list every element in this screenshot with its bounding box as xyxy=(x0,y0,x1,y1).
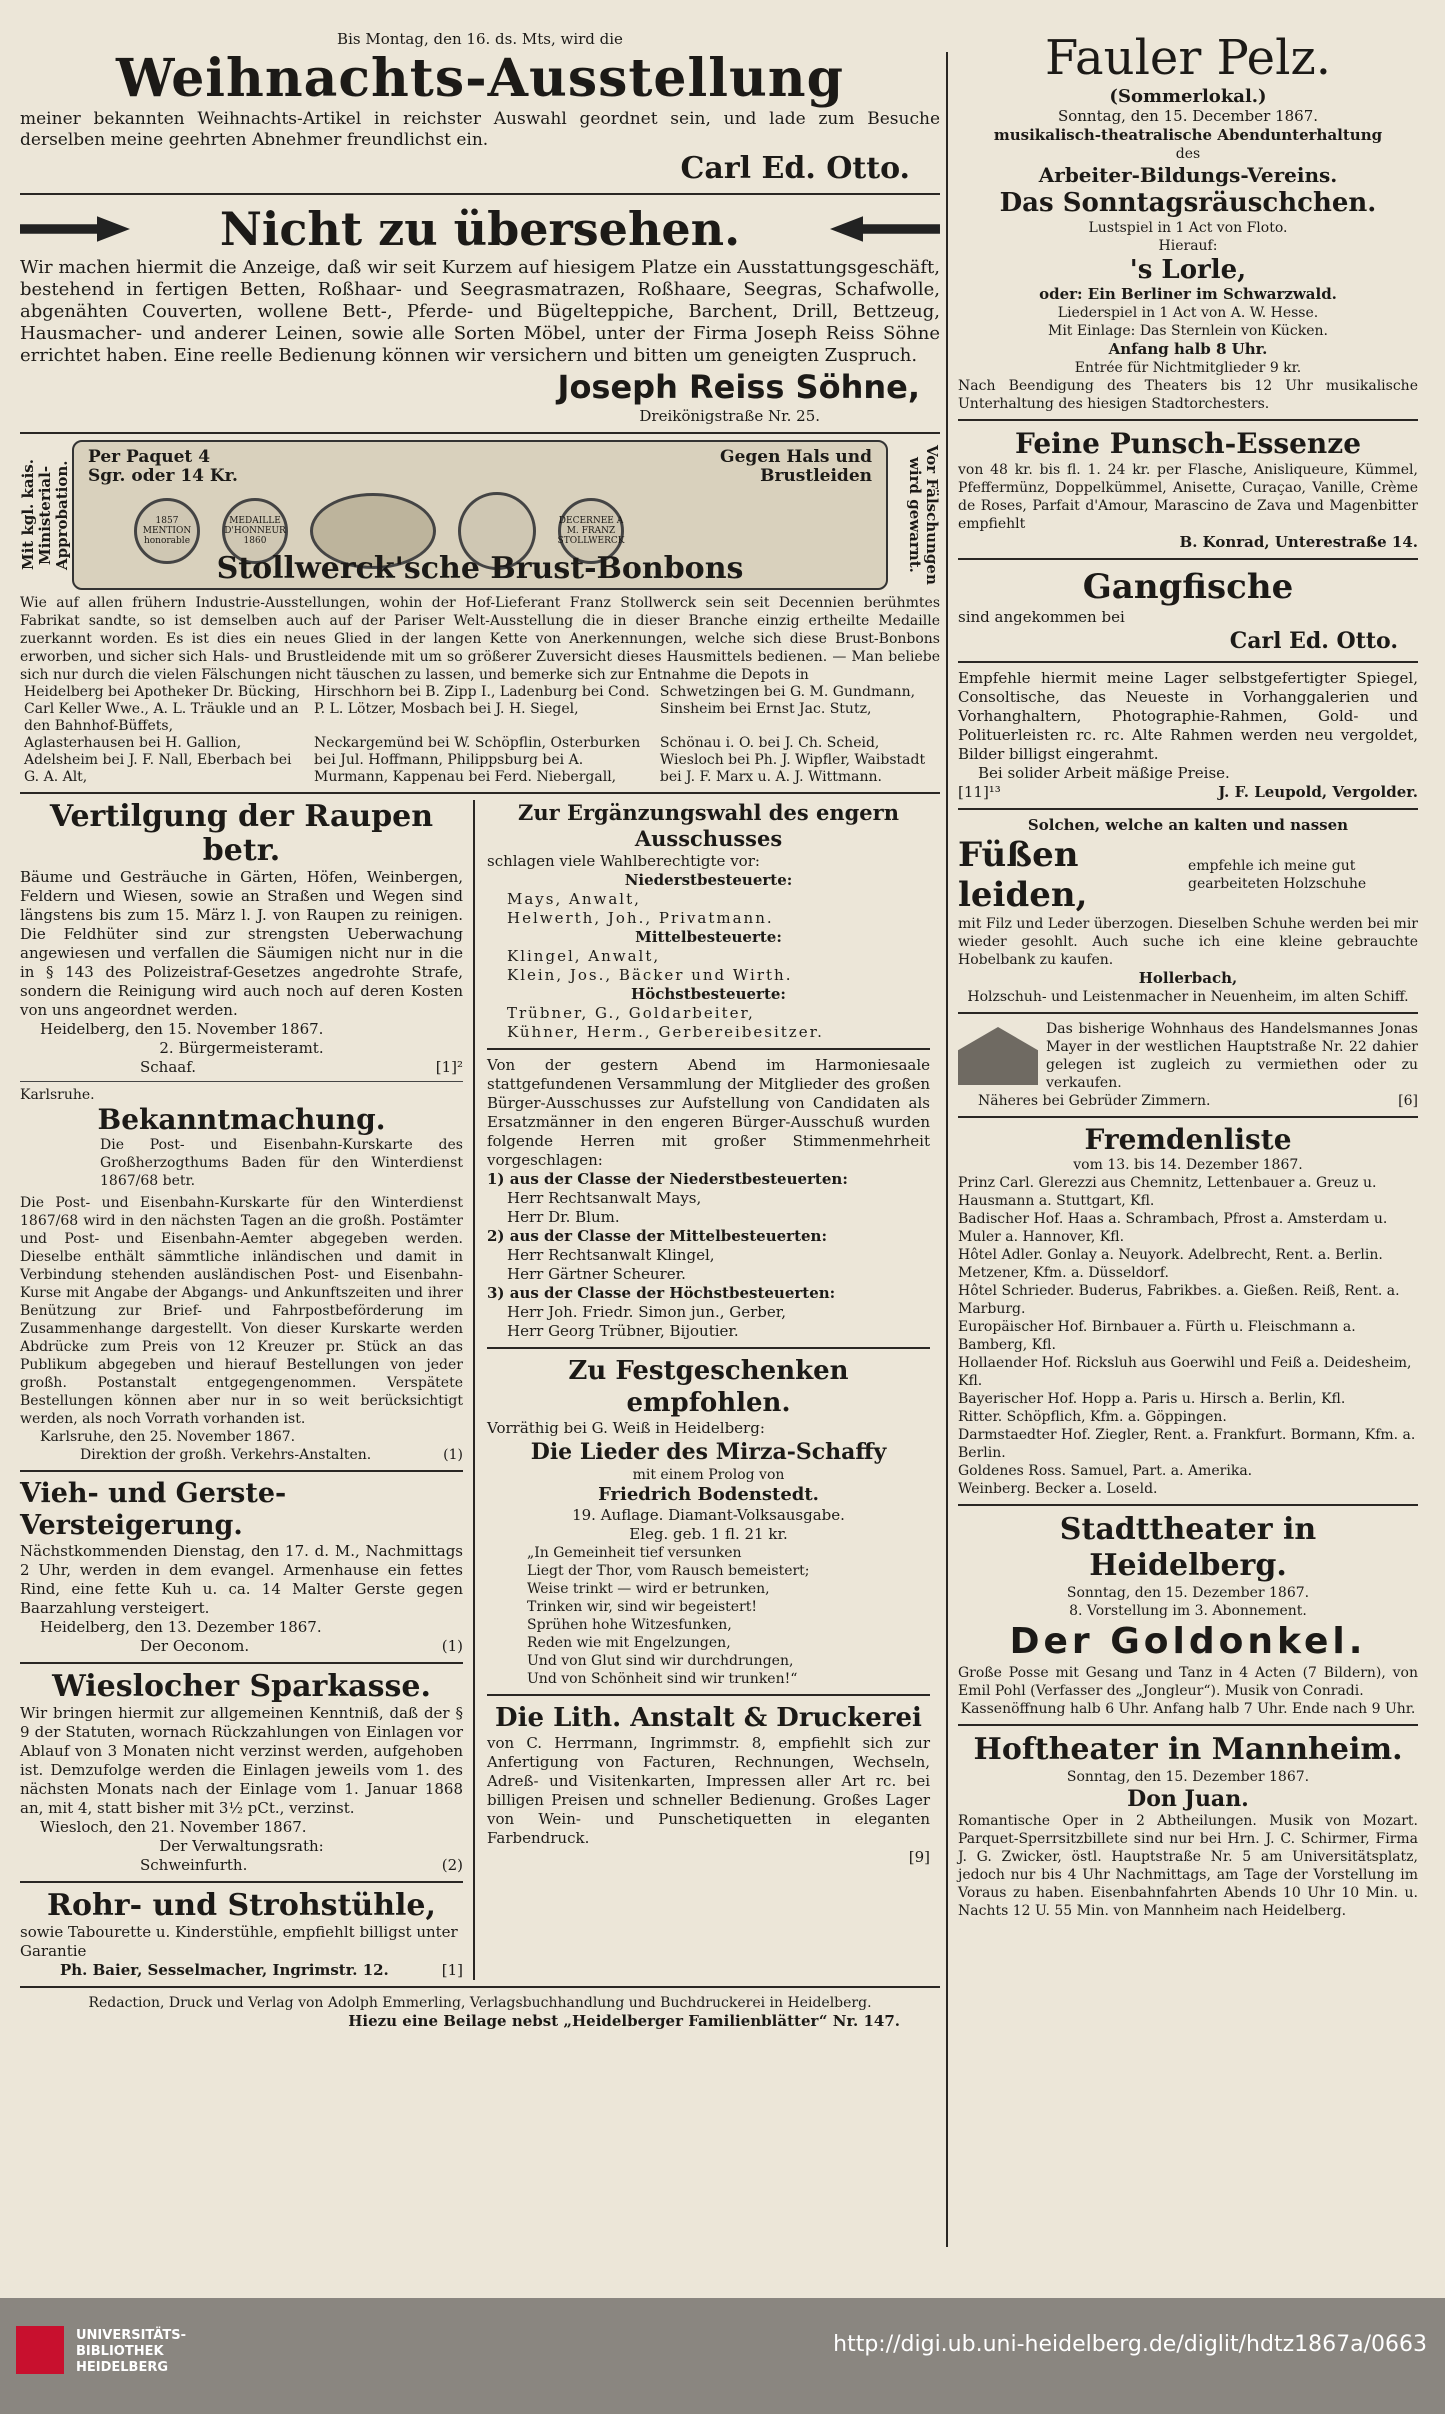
stadt-play: Der Goldonkel. xyxy=(1009,1621,1367,1662)
lith-body: von C. Herrmann, Ingrimmstr. 8, empfiehlt sich zur Anfertigung von Facturen, Rechnungen, Wechseln, Adreß- und Visitenkarten, Impressen aller Art rc. bei billigen Preisen und schneller Bedienung. Großes Lager von Wein- und Punschetiquetten in eleganten Farbendruck. xyxy=(487,1734,930,1847)
stadt-times: Kassenöffnung halb 6 Uhr. Anfang halb 7 Uhr. Ende nach 9 Uhr. xyxy=(960,1701,1416,1717)
haus-ad xyxy=(958,1020,1418,1110)
fauler-play: Das Sonntagsräuschchen. xyxy=(999,188,1377,218)
table-row xyxy=(20,684,940,735)
list-item: Ritter. Schöpflich, Kfm. a. Göppingen. xyxy=(958,1409,1227,1425)
rohr-body: sowie Tabourette u. Kinderstühle, empfiehlt billigst unter Garantie xyxy=(20,1923,458,1960)
spiegel-body: Empfehle hiermit meine Lager selbstgefertigter Spiegel, Consoltische, das Neueste in Vorhanggalerien und Vorhanghaltern, Photographie-Rahmen, Gold- und Polituerleisten rc. rc. Alte Rahmen werden neu vergoldet, Bilder billigst eingerahmt. xyxy=(958,669,1418,763)
pointing-hand-left-icon xyxy=(830,213,940,245)
wahl-group-head: Höchstbesteuerte: xyxy=(631,985,786,1003)
stollwerck-price: Per Paquet 4 Sgr. oder 14 Kr. xyxy=(88,447,238,486)
raupen-date: Heidelberg, den 15. November 1867. xyxy=(40,1020,324,1038)
vieh-body: Nächstkommenden Dienstag, den 17. d. M., Nachmittags 2 Uhr, werden in dem evangel. Armenhause ein fettes Rind, eine fette Kuh u. ca. 14 Malter Gerste gegen Baarzahlung versteigert. xyxy=(20,1542,463,1617)
fauler-des: des xyxy=(1175,146,1201,162)
divider xyxy=(20,1081,463,1082)
divider xyxy=(958,1116,1418,1118)
nicht-title: Nicht zu übersehen. xyxy=(219,202,741,256)
fauler-play-desc: Lustspiel in 1 Act von Floto. xyxy=(1088,220,1288,236)
fuessen-sign2: Holzschuh- und Leistenmacher in Neuenheim, im alten Schiff. xyxy=(967,989,1409,1005)
harmonie-item-head: 1) aus der Classe der Niederstbesteuerten: xyxy=(487,1170,848,1188)
harmonie-name: Herr Rechtsanwalt Mays, xyxy=(507,1189,702,1207)
fremde-date: vom 13. bis 14. Dezember 1867. xyxy=(1073,1157,1303,1173)
hof-play: Don Juan. xyxy=(1127,1786,1249,1812)
stadt-date: Sonntag, den 15. Dezember 1867. xyxy=(1066,1585,1310,1601)
medal3-label: DECERNEE A M. FRANZ STOLLWERCK xyxy=(557,516,625,546)
list-item: Hollaender Hof. Ricksluh aus Goerwihl und Feiß a. Deidesheim, Kfl. xyxy=(958,1355,1412,1389)
divider xyxy=(20,432,940,434)
haus-mark: [6] xyxy=(1398,1093,1418,1109)
stollwerck-right-side: Vor Fälschungen wird gewarnt. xyxy=(906,445,941,585)
fest-poem xyxy=(487,1544,930,1688)
fauler-ad xyxy=(958,30,1418,413)
nicht-addr: Dreikönigstraße Nr. 25. xyxy=(639,407,820,425)
rohr-mark: [1] xyxy=(441,1961,463,1979)
list-item: Prinz Carl. Glerezzi aus Chemnitz, Lettenbauer a. Greuz u. Hausmann a. Stuttgart, Kfl. xyxy=(958,1175,1377,1209)
poem-line: Sprühen hohe Witzesfunken, xyxy=(527,1617,732,1633)
poem-line: Und von Schönheit sind wir trunken!“ xyxy=(527,1671,798,1687)
bekannt-place: Karlsruhe. xyxy=(20,1087,95,1103)
fest-price: Eleg. geb. 1 fl. 21 kr. xyxy=(629,1525,788,1543)
nicht-sign: Joseph Reiss Söhne, xyxy=(557,368,920,406)
hof-date: Sonntag, den 15. Dezember 1867. xyxy=(1066,1769,1310,1785)
fest-author: Friedrich Bodenstedt. xyxy=(598,1484,819,1505)
harmonie-body: Von der gestern Abend im Harmoniesaale stattgefundenen Versammlung der Mitglieder des großen Bürger-Ausschusses zur Aufstellung von Candidaten als Ersatzmänner in den engeren Bürger-Ausschuß wurden folgende Herren mit großer Stimmenmehrheit vorgeschlagen: xyxy=(487,1056,930,1169)
fest-lead: Vorräthig bei G. Weiß in Heidelberg: xyxy=(487,1419,765,1437)
wahl-ad xyxy=(487,800,930,1042)
divider xyxy=(958,558,1418,560)
table-row xyxy=(20,735,940,786)
divider xyxy=(20,1881,463,1883)
fest-book: Die Lieder des Mirza-Schaffy xyxy=(530,1439,887,1465)
sparkasse-office: Der Verwaltungsrath: xyxy=(159,1837,324,1855)
bekannt-mark: (1) xyxy=(443,1447,463,1463)
gang-title: Gangfische xyxy=(1082,567,1294,607)
wahl-title: Zur Ergänzungswahl des engern Ausschusses xyxy=(518,800,899,851)
bekannt-body: Die Post- und Eisenbahn-Kurskarte für den Winterdienst 1867/68 wird in den nächsten Tagen an die großh. Postämter und Post- und Eisenbahn-Aemter abgegeben werden. Dieselbe enthält sämmtliche inländischen und damit in Verbindung stehenden ausländischen Post- und Eisenbahn-Kurse mit Angabe der Abgangs- und Ankunftszeiten und ihrer Benützung zur Brief- und Fahrpostbeförderung im Zusammenhange dargestellt. Von dieser Kurskarte werden Abdrücke zum Preis von 12 Kreuzer pr. Stück an das Publikum abgegeben und hierauf Bestellungen von jeder großh. Postanstalt entgegengenommen. Verspätete Bestellungen können aber nur in so weit berücksichtigt werden, als noch Vorrath vorhanden ist. xyxy=(20,1195,463,1427)
sparkasse-sign: Schweinfurth. xyxy=(140,1856,248,1874)
fauler-title: Fauler Pelz. xyxy=(1045,30,1331,86)
raupen-sign: Schaaf. xyxy=(140,1058,197,1076)
fauler-insert: Mit Einlage: Das Sternlein von Kücken. xyxy=(1047,323,1328,339)
lith-title: Die Lith. Anstalt & Druckerei xyxy=(495,1703,922,1733)
poem-line: „In Gemeinheit tief versunken xyxy=(527,1545,742,1561)
punsch-sign: B. Konrad, Unterestraße 14. xyxy=(1179,533,1418,551)
fuessen-ad xyxy=(958,816,1418,1006)
wahl-name: Mays, Anwalt, xyxy=(507,890,641,908)
harmonie-name: Herr Rechtsanwalt Klingel, xyxy=(507,1246,715,1264)
fest-title: Zu Festgeschenken empfohlen. xyxy=(568,1356,849,1418)
divider xyxy=(20,792,940,794)
weihnachts-sign: Carl Ed. Otto. xyxy=(680,151,910,186)
spiegel-mark: [11]¹³ xyxy=(958,783,1001,801)
divider xyxy=(958,1724,1418,1726)
gang-ad xyxy=(958,566,1418,655)
sub-column-a xyxy=(20,800,475,1980)
divider xyxy=(20,1662,463,1664)
lith-mark: [9] xyxy=(908,1848,930,1866)
fremde-list xyxy=(958,1124,1418,1498)
spiegel-line: Bei solider Arbeit mäßige Preise. xyxy=(978,764,1230,782)
fauler-play2-desc: Liederspiel in 1 Act von A. W. Hesse. xyxy=(1057,305,1319,321)
fauler-sub: (Sommerlokal.) xyxy=(1109,86,1267,107)
list-item: Badischer Hof. Haas a. Schrambach, Pfrost a. Amsterdam u. Muler a. Hannover, Kfl. xyxy=(958,1211,1388,1245)
stollwerck-use: Gegen Hals und Brustleiden xyxy=(720,447,872,486)
lith-ad xyxy=(487,1702,930,1867)
fauler-entry: Entrée für Nichtmitglieder 9 kr. xyxy=(1074,360,1302,376)
wahl-group xyxy=(487,871,930,928)
library-logo-text xyxy=(76,2328,186,2376)
divider xyxy=(487,1694,930,1696)
sub-column-b xyxy=(475,800,930,1980)
fauler-date: Sonntag, den 15. December 1867. xyxy=(1057,107,1319,125)
logo-line: HEIDELBERG xyxy=(76,2360,169,2375)
raupen-office: 2. Bürgermeisteramt. xyxy=(159,1039,324,1057)
wahl-name: Klein, Jos., Bäcker und Wirth. xyxy=(507,966,793,984)
divider xyxy=(958,808,1418,810)
fauler-club: Arbeiter-Bildungs-Vereins. xyxy=(1038,163,1338,187)
medal2-label: 1857 MENTION honorable xyxy=(142,516,192,546)
list-item: Darmstaedter Hof. Ziegler, Rent. a. Frankfurt. Bormann, Kfm. a. Berlin. xyxy=(958,1427,1416,1461)
haus-info: Näheres bei Gebrüder Zimmern. xyxy=(978,1093,1211,1109)
bekannt-lead: Die Post- und Eisenbahn-Kurskarte des Großherzogthums Baden für den Winterdienst 1867/68 betr. xyxy=(100,1137,463,1189)
raupen-title: Vertilgung der Raupen betr. xyxy=(49,799,434,868)
house-icon xyxy=(958,1027,1038,1085)
weihnachts-body: meiner bekannten Weihnachts-Artikel in reichster Auswahl geordnet sein, und lade zum Besuche derselben meine geehrten Abnehmer freundlichst ein. xyxy=(20,109,940,150)
stadt-body: Große Posse mit Gesang und Tanz in 4 Acten (7 Bildern), von Emil Pohl (Verfasser des „Jongleur“). Musik von Conradi. xyxy=(958,1665,1418,1699)
pointing-hand-icon xyxy=(20,213,130,245)
fauler-evt: musikalisch-theatralische Abendunterhaltung xyxy=(993,126,1383,144)
wahl-name: Kühner, Herm., Gerbereibesitzer. xyxy=(507,1023,824,1041)
harmonie-item-head: 3) aus der Classe der Höchstbesteuerten: xyxy=(487,1284,836,1302)
library-logo-icon xyxy=(16,2326,64,2374)
fremde-title: Fremdenliste xyxy=(1084,1123,1292,1156)
wahl-lead: schlagen viele Wahlberechtigte vor: xyxy=(487,852,760,870)
fauler-after: Nach Beendigung des Theaters bis 12 Uhr musikalische Unterhaltung des hiesigen Stadtorchesters. xyxy=(958,378,1418,412)
vieh-title: Vieh- und Gerste-Versteigerung. xyxy=(20,1478,287,1541)
wahl-group xyxy=(487,985,930,1042)
haus-body: Das bisherige Wohnhaus des Handelsmannes Jonas Mayer in der westlichen Hauptstraße Nr. 22 dahier gelegen ist zugleich zu vermiethen oder zu verkaufen. xyxy=(1046,1021,1418,1091)
divider xyxy=(958,661,1418,663)
divider xyxy=(958,1012,1418,1014)
wahl-name: Helwerth, Joh., Privatmann. xyxy=(507,909,774,927)
divider xyxy=(958,1504,1418,1506)
nicht-body: Wir machen hiermit die Anzeige, daß wir seit Kurzem auf hiesigem Platze ein Ausstattungsgeschäft, bestehend in fertigen Betten, Roßhaar- und Seegrasmatrazen, Roßhaare, Seegras, Schafwolle, abgenähten Couverten, wollene Bett-, Pferde- und Bügelteppiche, Barchent, Drill, Bettzeug, Hausmacher- und anderer Leinen, sowie alle Sorten Möbel, unter der Firma Joseph Reiss Söhne errichtet haben. Eine reelle Bedienung können wir versichern und bitten um geneigten Zuspruch. xyxy=(20,257,940,366)
list-item: Bayerischer Hof. Hopp a. Paris u. Hirsch a. Berlin, Kfl. xyxy=(958,1391,1346,1407)
gang-sign: Carl Ed. Otto. xyxy=(1229,628,1398,654)
list-item: Hôtel Adler. Gonlay a. Neuyork. Adelbrecht, Rent. a. Berlin. Metzener, Kfm. a. Düsseldorf. xyxy=(958,1247,1383,1281)
sparkasse-mark: (2) xyxy=(441,1856,463,1874)
list-item: Weinberg. Becker a. Loseld. xyxy=(958,1481,1158,1497)
medal1-label: MEDAILLE D'HONNEUR 1860 xyxy=(224,516,286,546)
raupen-mark: [1]² xyxy=(435,1058,463,1076)
punsch-body: von 48 kr. bis fl. 1. 24 kr. per Flasche, Anisliqueure, Kümmel, Pfeffermünz, Doppelkümmel, Anisette, Curaçao, Vanille, Crème de Roses, Parfait d'Amour, Marascino de Zava und Magenbitter empfiehlt xyxy=(958,462,1418,532)
divider xyxy=(20,1986,940,1988)
stollwerck-body: Wie auf allen frühern Industrie-Ausstellungen, wohin der Hof-Lieferant Franz Stollwerck sein seit Decennien berühmtes Fabrikat sandte, so ist demselben auch auf der Pariser Welt-Ausstellung die in dieser Branche einzig ertheilte Medaille zuerkannt worden. Es ist dies ein neues Glied in der langen Kette von Anerkennungen, welche sich diese Brust-Bonbons erworben, und sicher sich Hals- und Brustleidende mit um so größerer Zuversicht dieses Hausmittels bedienen. — Man beliebe sich nur durch die vielen Fälschungen nicht täuschen zu lassen, und bemerke sich zur Entnahme die Depots in xyxy=(20,595,940,683)
divider xyxy=(487,1347,930,1349)
wahl-group-head: Niederstbesteuerte: xyxy=(624,871,793,889)
harmonie-item-head: 2) aus der Classe der Mittelbesteuerten: xyxy=(487,1227,827,1245)
right-column xyxy=(958,30,1418,1920)
bekannt-date: Karlsruhe, den 25. November 1867. xyxy=(40,1429,296,1445)
raupen-body: Bäume und Gesträuche in Gärten, Höfen, Weinbergen, Feldern und Wiesen, sowie an Straßen und Wegen sind längstens bis zum 15. März l. J. von Raupen zu reinigen. Die Feldhüter sind zur strengsten Ueberwachung angewiesen und verfallen die Säumigen nicht nur in die in § 143 des Polizeistraf-Gesetzes angedrohte Strafe, sondern die Reinigung wird auch noch auf deren Kosten von uns angeordnet werden. xyxy=(20,868,463,1019)
source-url-link[interactable]: http://digi.ub.uni-heidelberg.de/diglit/hdtz1867a/0663 xyxy=(833,2332,1427,2357)
imprint-line1: Redaction, Druck und Verlag von Adolph Emmerling, Verlagsbuchhandlung und Buchdruckerei in Heidelberg. xyxy=(88,1995,872,2011)
hof-ad xyxy=(958,1732,1418,1920)
stadt-title: Stadttheater in Heidelberg. xyxy=(1059,1512,1317,1583)
punsch-ad xyxy=(958,427,1418,552)
weihnachts-ad xyxy=(20,30,940,187)
wahl-group xyxy=(487,928,930,985)
fauler-oder: oder: Ein Berliner im Schwarzwald. xyxy=(1039,285,1337,303)
divider xyxy=(958,419,1418,421)
logo-line: UNIVERSITÄTS- xyxy=(76,2328,186,2343)
spiegel-ad xyxy=(958,669,1418,802)
raupen-ad xyxy=(20,800,463,1077)
bekannt-ad xyxy=(20,1086,463,1464)
fuessen-big: Füßen leiden, xyxy=(958,835,1088,915)
poem-line: Reden wie mit Engelzungen, xyxy=(527,1635,731,1651)
punsch-title: Feine Punsch-Essenze xyxy=(1014,427,1362,460)
rohr-sign: Ph. Baier, Sesselmacher, Ingrimstr. 12. xyxy=(60,1961,389,1979)
depot-cell: Neckargemünd bei W. Schöpflin, Osterburken bei Jul. Hoffmann, Philippsburg bei A. Murmann, Kappenau bei Ferd. Niebergall, xyxy=(314,735,641,785)
fauler-play2: 's Lorle, xyxy=(1129,255,1247,285)
harmonie-ad xyxy=(487,1056,930,1341)
stadt-ad xyxy=(958,1512,1418,1718)
divider xyxy=(20,193,940,195)
rohr-ad xyxy=(20,1889,463,1980)
depot-cell: Schwetzingen bei G. M. Gundmann, Sinsheim bei Ernst Jac. Stutz, xyxy=(659,684,916,717)
sparkasse-date: Wiesloch, den 21. November 1867. xyxy=(40,1818,307,1836)
wahl-name: Trübner, G., Goldarbeiter, xyxy=(507,1004,755,1022)
depot-cell: Aglasterhausen bei H. Gallion, Adelsheim bei J. F. Nall, Eberbach bei G. A. Alt, xyxy=(24,735,292,785)
fauler-start: Anfang halb 8 Uhr. xyxy=(1108,340,1268,358)
stollwerck-left-side: Mit kgl. kais. Ministerial-Approbation. xyxy=(19,459,71,571)
fest-ed: 19. Auflage. Diamant-Volksausgabe. xyxy=(572,1506,845,1524)
depot-cell: Heidelberg bei Apotheker Dr. Bücking, Carl Keller Wwe., A. L. Träukle und an den Bahnhof-Büffets, xyxy=(24,684,301,734)
divider xyxy=(20,1470,463,1472)
stollwerck-title: Stollwerck'sche Brust-Bonbons xyxy=(216,551,744,586)
poem-line: Weise trinkt — wird er betrunken, xyxy=(527,1581,770,1597)
sparkasse-title: Wieslocher Sparkasse. xyxy=(52,1669,431,1704)
nicht-ad xyxy=(20,201,940,426)
hof-body: Romantische Oper in 2 Abtheilungen. Musik von Mozart. Parquet-Sperrsitzbillete sind nur bei Hrn. J. C. Schirmer, Firma J. G. Zwicker, östl. Hauptstraße Nr. 5 am Universitätsplatz, jedoch nur bis 4 Uhr Nachmittags, am Tage der Vorstellung im Voraus zu haben. Eisenbahnfahrten Abends 10 Uhr 10 Min. u. Nachts 12 U. 55 Min. von Mannheim nach Heidelberg. xyxy=(958,1813,1418,1919)
harmonie-name: Herr Dr. Blum. xyxy=(507,1208,620,1226)
harmonie-name: Herr Gärtner Scheurer. xyxy=(507,1265,686,1283)
harmonie-name: Herr Joh. Friedr. Simon jun., Gerber, xyxy=(507,1303,787,1321)
fuessen-body: mit Filz und Leder überzogen. Dieselben Schuhe werden bei mir wieder gesohlt. Auch suche ich eine kleine gebrauchte Hobelbank zu kaufen. xyxy=(958,916,1418,968)
bekannt-title: Bekanntmachung. xyxy=(97,1103,386,1136)
imprint-line2: Hiezu eine Beilage nebst „Heidelberger Familienblätter“ Nr. 147. xyxy=(348,2012,900,2030)
poem-line: Liegt der Thor, vom Rausch bemeistert; xyxy=(527,1563,810,1579)
list-item: Hôtel Schrieder. Buderus, Fabrikbes. a. Gießen. Reiß, Rent. a. Marburg. xyxy=(958,1283,1400,1317)
vieh-mark: (1) xyxy=(441,1637,463,1655)
stollwerck-ad xyxy=(20,440,940,786)
fuessen-head: Solchen, welche an kalten und nassen xyxy=(1027,816,1349,834)
divider xyxy=(487,1048,930,1050)
bekannt-sign: Direktion der großh. Verkehrs-Anstalten. xyxy=(80,1447,372,1463)
left-column xyxy=(20,30,940,2031)
lower-left-split xyxy=(20,800,940,1980)
depot-table xyxy=(20,684,940,786)
sparkasse-body: Wir bringen hiermit zur allgemeinen Kenntniß, daß der § 9 der Statuten, wornach Rückzahlungen von Einlagen vor Ablauf von 3 Monaten nicht verzinst werden, aufgehoben ist. Demzufolge werden die Einlagen jeweils vom 1. des nächsten Monats nach der Einlage vom 1. Januar 1868 an, mit 4, statt bisher mit 3½ pCt., verzinst. xyxy=(20,1704,463,1817)
vieh-ad xyxy=(20,1478,463,1656)
poem-line: Und von Glut sind wir durchdrungen, xyxy=(527,1653,794,1669)
depot-cell: Hirschhorn bei B. Zipp I., Ladenburg bei Cond. P. L. Lötzer, Mosbach bei J. H. Siegel, xyxy=(314,684,650,717)
poem-line: Trinken wir, sind wir begeistert! xyxy=(527,1599,757,1615)
vieh-date: Heidelberg, den 13. Dezember 1867. xyxy=(40,1618,322,1636)
list-item: Europäischer Hof. Birnbauer a. Fürth u. Fleischmann a. Bamberg, Kfl. xyxy=(958,1319,1356,1353)
spiegel-sign: J. F. Leupold, Vergolder. xyxy=(1218,783,1418,801)
gang-body: sind angekommen bei xyxy=(958,608,1125,626)
logo-line: BIBLIOTHEK xyxy=(76,2344,164,2359)
column-rule xyxy=(946,52,948,2247)
harmonie-name: Herr Georg Trübner, Bijoutier. xyxy=(507,1322,739,1340)
fuessen-sign: Hollerbach, xyxy=(1138,969,1238,987)
stadt-line: 8. Vorstellung im 3. Abonnement. xyxy=(1069,1603,1307,1619)
fest-ad xyxy=(487,1355,930,1688)
fauler-hierauf: Hierauf: xyxy=(1158,238,1218,254)
list-item: Goldenes Ross. Samuel, Part. a. Amerika. xyxy=(958,1463,1253,1479)
fest-with: mit einem Prolog von xyxy=(632,1467,785,1483)
depot-cell: Schönau i. O. bei J. Ch. Scheid, Wiesloch bei Ph. J. Wipfler, Waibstadt bei J. F. Marx u. A. J. Wittmann. xyxy=(659,735,926,785)
viewer-footer xyxy=(0,2298,1445,2414)
rohr-title: Rohr- und Strohstühle, xyxy=(47,1888,436,1923)
hof-title: Hoftheater in Mannheim. xyxy=(973,1732,1403,1767)
fuessen-side: empfehle ich meine gut gearbeiteten Holzschuhe xyxy=(1188,858,1367,892)
vieh-sign: Der Oeconom. xyxy=(140,1637,250,1655)
sparkasse-ad xyxy=(20,1670,463,1875)
weihnachts-line1: Bis Montag, den 16. ds. Mts, wird die xyxy=(337,30,623,48)
wahl-name: Klingel, Anwalt, xyxy=(507,947,661,965)
weihnachts-title: Weihnachts-Ausstellung xyxy=(116,48,844,109)
wahl-group-head: Mittelbesteuerte: xyxy=(635,928,782,946)
